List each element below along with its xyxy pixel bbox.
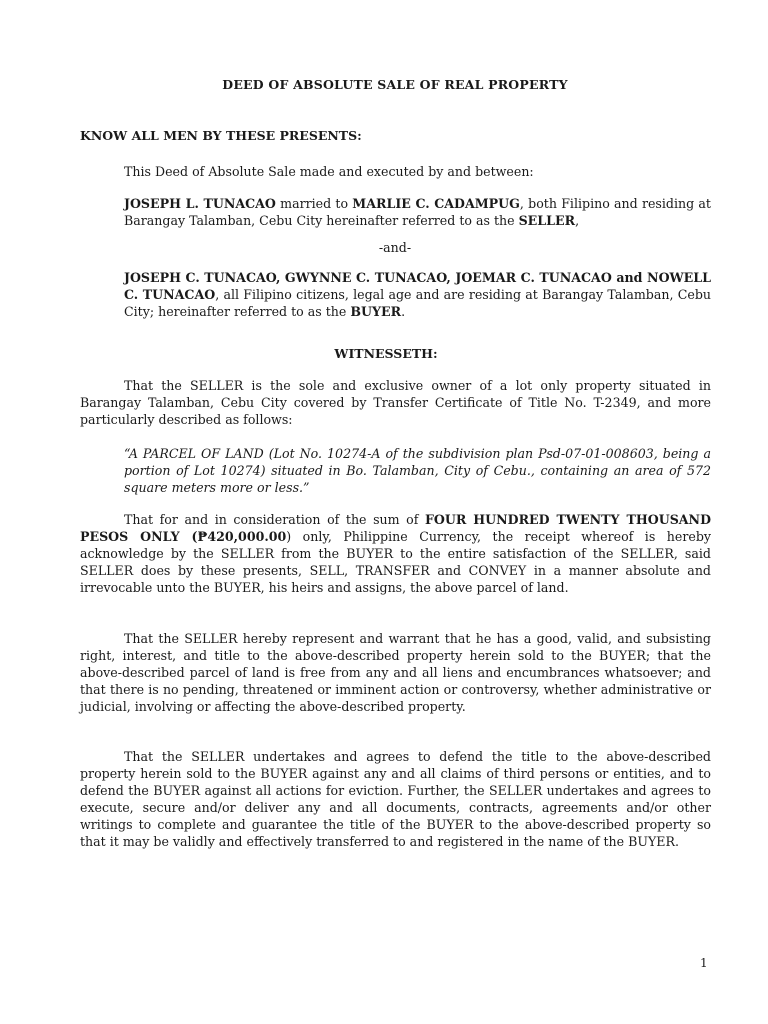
warranty-paragraph: That the SELLER hereby represent and warrant that he has a good, valid, and subsisting right, interest, and title to the above-described property herein sold to the BUYER; that the above-described parcel of land is free from any and all liens and encumbrances whatsoever; and that there is no pending, threatened or imminent action or controversy, whether administrative or judicial, involving or affecting the above-described property. <box>80 631 711 714</box>
opening-clause: KNOW ALL MEN BY THESE PRESENTS: <box>80 128 362 143</box>
ownership-paragraph: That the SELLER is the sole and exclusive owner of a lot only property situated in Barangay Talamban, Cebu City covered by Transfer Certificate of Title No. T-2349, and more particularly described as follows: <box>80 378 711 427</box>
intro-paragraph: This Deed of Absolute Sale made and executed by and between: <box>124 164 534 179</box>
page-number: 1 <box>700 956 708 970</box>
consideration-text-2: ) only, Philippine Currency, the receipt whereof is hereby acknowledge by the SELLER from the BUYER to the entire satisfaction of the SELLER, said SELLER does by these presents, SELL, TRANSFER and CONVEY in a manner absolute and irrevocable unto the BUYER, his heirs and assigns, the above parcel of land. <box>80 529 711 595</box>
consideration-paragraph <box>80 511 711 596</box>
buyer-paragraph <box>124 269 711 320</box>
and-separator: -and- <box>378 240 412 255</box>
seller-name: JOSEPH L. TUNACAO <box>124 196 276 211</box>
seller-text-3: , <box>575 213 580 228</box>
seller-spouse-name: MARLIE C. CADAMPUG <box>352 196 520 211</box>
buyer-text-1: , all Filipino citizens, legal age and are residing at Barangay Talamban, Cebu City; hereinafter referred to as the <box>124 287 711 319</box>
seller-role: SELLER <box>518 213 576 228</box>
buyer-names: JOSEPH C. TUNACAO, GWYNNE C. TUNACAO, JOEMAR C. TUNACAO and NOWELL C. TUNACAO <box>124 270 711 302</box>
consideration-amount: FOUR HUNDRED TWENTY THOUSAND PESOS ONLY (₱420,000.00 <box>80 512 711 544</box>
buyer-role: BUYER <box>350 304 402 319</box>
defense-paragraph: That the SELLER undertakes and agrees to defend the title to the above-described property herein sold to the BUYER against any and all claims of third persons or entities, and to defend the BUYER against all actions for eviction. Further, the SELLER undertakes and agrees to execute, secure and/or deliver any and all documents, contracts, agreements and/or other writings to complete and guarantee the title of the BUYER to the above-described property so that it may be validly and effectively transferred to and registered in the name of the BUYER. <box>80 749 711 849</box>
consideration-text-1: That for and in consideration of the sum of <box>124 512 425 527</box>
parcel-description-quote: “A PARCEL OF LAND (Lot No. 10274-A of the subdivision plan Psd-07-01-008603, being a portion of Lot 10274) situated in Bo. Talamban, City of Cebu., containing an area of 572 square meters more or less.” <box>124 446 711 495</box>
seller-text-2: , both Filipino and residing at Barangay Talamban, Cebu City hereinafter referred to as the <box>124 196 711 228</box>
witnesseth-heading: WITNESSETH: <box>334 346 438 361</box>
buyer-text-2: . <box>401 304 406 319</box>
seller-paragraph <box>124 195 711 229</box>
document-title: DEED OF ABSOLUTE SALE OF REAL PROPERTY <box>222 77 568 92</box>
seller-text-1: married to <box>275 196 353 211</box>
